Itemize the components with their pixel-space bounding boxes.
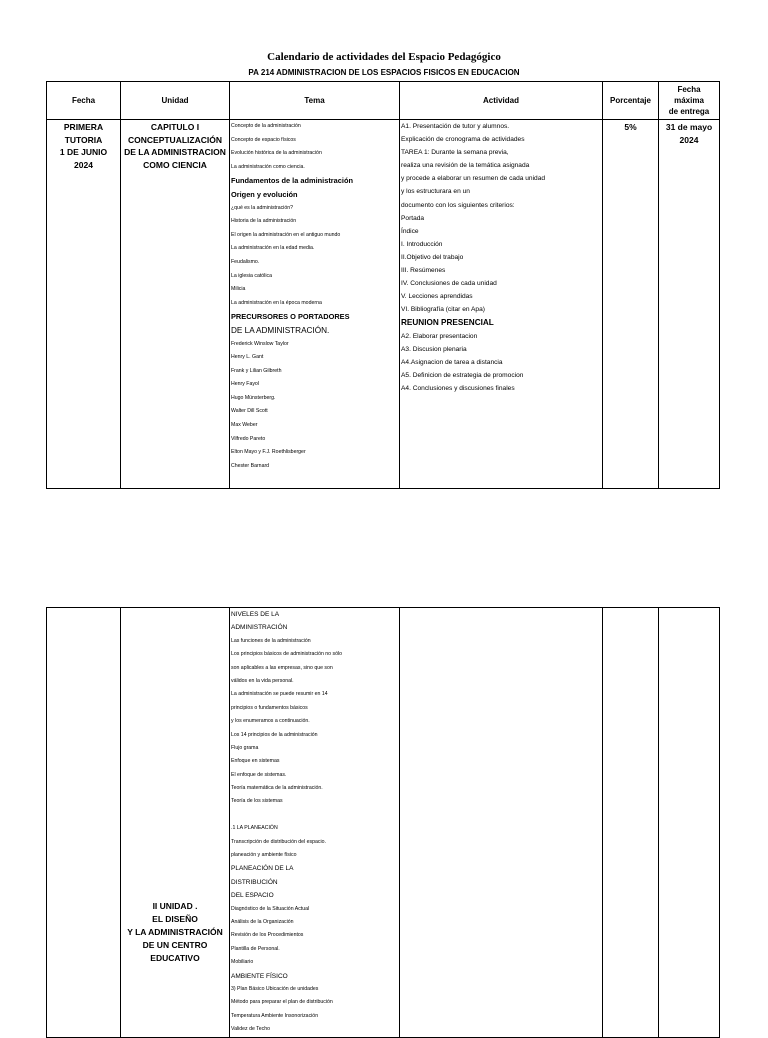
document-title: Calendario de actividades del Espacio Pedagógico — [267, 51, 501, 63]
unidad-cell: II UNIDAD . EL DISEÑO Y LA ADMINISTRACIÓN DE UN CENTRO EDUCATIVO — [121, 608, 230, 1038]
header-tema: Tema — [230, 82, 400, 120]
porcentaje-cell: 5% — [603, 120, 659, 489]
activities-table-page-2 — [46, 607, 720, 1038]
fecha-cell — [47, 608, 121, 1038]
actividad-cell — [400, 608, 603, 1038]
actividad-cell: A1. Presentación de tutor y alumnos. Explicación de cronograma de actividades TAREA 1: Durante la semana previa, realiza una revisión de la temática asignada y procede a elaborar un resumen de cada unidad y los estructurara en un documento con los siguientes criterios: Portada Índice I. Introducción II.Objetivo del trabajo III. Resúmenes IV. Conclusiones de cada unidad V. Lecciones aprendidas VI. Bibliografía (citar en Apa) REUNION PRESENCIAL A2. Elaborar presentacion A3. Discusion plenaria A4.Asignacion de tarea a distancia A5. Definicion de estrategia de promocion A4. Conclusiones y discusiones finales — [400, 120, 603, 489]
header-porcentaje: Porcentaje — [603, 82, 659, 120]
fecha-maxima-cell — [659, 608, 720, 1038]
table-row — [47, 120, 720, 489]
table-row — [47, 608, 720, 1038]
document-subtitle: PA 214 ADMINISTRACION DE LOS ESPACIOS FISICOS EN EDUCACION — [248, 68, 520, 77]
porcentaje-cell — [603, 608, 659, 1038]
fecha-maxima-cell: 31 de mayo 2024 — [659, 120, 720, 489]
header-fecha: Fecha — [47, 82, 121, 120]
fecha-cell: PRIMERA TUTORIA 1 DE JUNIO 2024 — [47, 120, 121, 489]
unidad-cell: CAPITULO I CONCEPTUALIZACIÓN DE LA ADMINISTRACION COMO CIENCIA — [121, 120, 230, 489]
header-fecha-maxima: Fecha máxima de entrega — [659, 82, 720, 120]
table-header-row — [47, 82, 720, 120]
tema-cell: Concepto de la administración Concepto de espacio físicos Evolución histórica de la administración La administración como ciencia. Fundamentos de la administración Origen y evolución ¿qué es la administración? Historia de la administración El origen la administración en el antiguo mundo La administración en la edad media. Feudalismo. La iglesia católica Milicia La administración en la época moderna PRECURSORES O PORTADORES DE LA ADMINISTRACIÓN. Frederick Winslow Taylor Henry L. Gant Frank y Lilian Gilbreth Henry Fayol Hugo Münsterberg. Walter Dill Scott Max Weber Vilfredo Pareto Elton Mayo y F.J. Roethlisberger Chester Barnard — [230, 120, 400, 489]
activities-table-page-1 — [46, 81, 720, 489]
header-unidad: Unidad — [121, 82, 230, 120]
header-actividad: Actividad — [400, 82, 603, 120]
tema-cell: NIVELES DE LA ADMINISTRACIÓN Las funciones de la administración Los principios básicos de administración no sólo son aplicables a las empresas, sino que son válidos en la vida personal. La administración se puede resumir en 14 principios o fundamentos básicos y los enumeramos a continuación. Los 14 principios de la administración Flujo grama Enfoque en sistemas El enfoque de sistemas. Teoría matemática de la administración. Teoría de los sistemas .1 LA PLANEACIÓN Transcripción de distribución del espacio. planeación y ambiente físico PLANEACIÓN DE LA DISTRIBUCIÓN DEL ESPACIO Diagnóstico de la Situación Actual Análisis de la Organización Revisión de los Procedimientos Plantilla de Personal. Mobiliario AMBIENTE FÍSICO 3) Plan Básico Ubicación de unidades Método para preparar el plan de distribución Temperatura Ambiente Insonorización Validez de Techo — [230, 608, 400, 1038]
